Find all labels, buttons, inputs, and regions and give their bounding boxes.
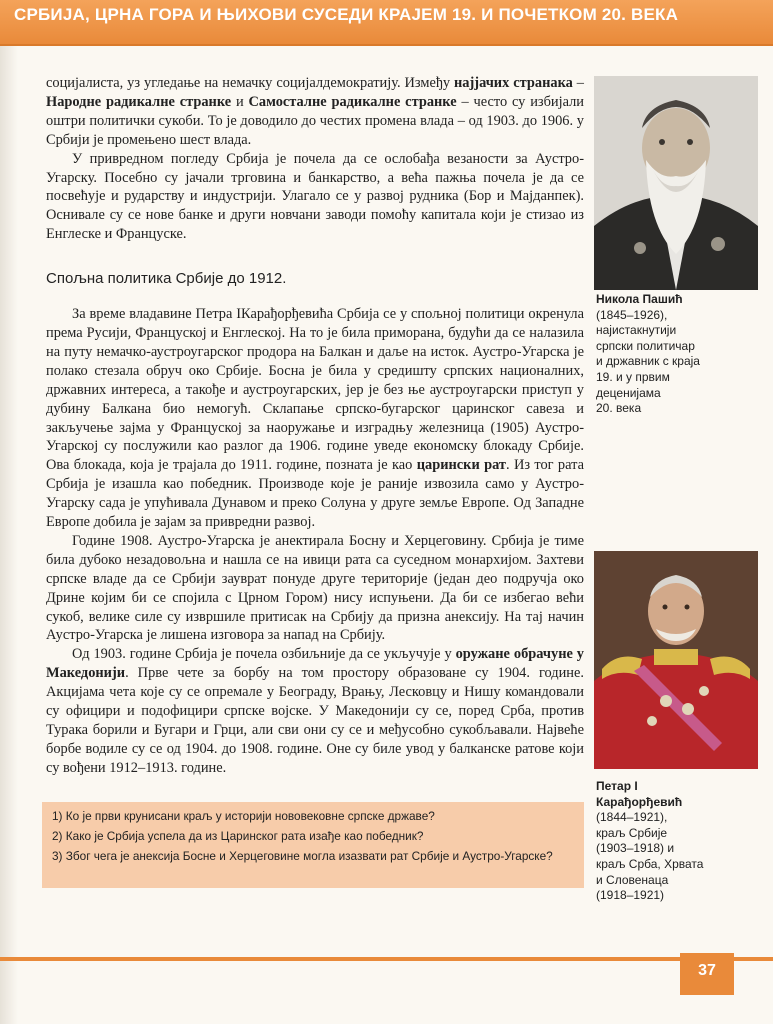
- paragraph-parties: [46, 74, 584, 150]
- question-item: 2) Како је Србија успела да из Царинског рата изађе као победник?: [52, 829, 424, 843]
- bold-term: оружане обрачуне у Македонији: [46, 646, 585, 682]
- section-heading: Спољна политика Србије до 1912.: [46, 270, 287, 288]
- page-number: 37: [680, 953, 734, 995]
- main-text-column: [46, 74, 584, 778]
- caption-line: краљ Срба, Хрвата: [596, 856, 704, 871]
- portrait-pasic-image: [594, 76, 758, 290]
- page-gutter-shadow: [0, 44, 18, 1024]
- caption-name: Карађорђевић: [596, 794, 683, 809]
- caption-line: 19. и у првим: [596, 369, 670, 384]
- text-span: Од 1903. године Србија је почела озбиљније да се укључује у: [72, 646, 456, 663]
- text-span: социјалиста, уз угледање на немачку социјалдемократију. Између: [46, 75, 454, 91]
- caption-line: (1845–1926),: [596, 307, 668, 322]
- caption-line: и Словенаца: [596, 872, 669, 887]
- text-span: . Прве чете за борбу на том простору образоване су 1904. године. Акцијама чета које су се опремале у Београду, Врању, Лесковцу и Нишу командовали су официри и подофицири српске војске. У Македонији су се, поред Срба, против Турака борили и Бугари и Грци, али сви они су се и међусобно сукобљавали. Највеће борбе водиле су се од 1904. до 1908. године. Оне су биле увод у балканске ратове који су вођени 1912–1913. године.: [46, 665, 584, 776]
- caption-line: најистакнутији: [596, 323, 677, 338]
- caption-line: и државник с краја: [596, 354, 700, 369]
- text-span: и: [231, 93, 249, 110]
- caption-line: (1903–1918) и: [596, 841, 675, 856]
- caption-line: деценијама: [596, 385, 661, 400]
- question-item: 1) Ко је први крунисани краљ у историји нововековне српске државе?: [52, 809, 435, 823]
- text-span: – често су избијали оштри политички сукоби. То је доводило до честих промена влада – од 1903. до 1906. у Србији је промењено шест влада.: [46, 93, 585, 148]
- caption-line: краљ Србије: [596, 825, 668, 840]
- text-span: –: [572, 75, 584, 91]
- caption-name: Никола Пашић: [596, 292, 683, 306]
- caption-line: (1844–1921),: [596, 810, 668, 825]
- paragraph-macedonia: [46, 645, 584, 777]
- caption-pasic: [596, 292, 766, 417]
- bold-term: најјачих странака: [454, 75, 573, 91]
- footer-rule: [0, 957, 773, 961]
- caption-line: српски политичар: [596, 338, 695, 353]
- chapter-title: СРБИЈА, ЦРНА ГОРА И ЊИХОВИ СУСЕДИ КРАЈЕМ 19. И ПОЧЕТКОМ 20. ВЕКА: [14, 5, 679, 24]
- text-span: За време владавине Петра IКарађорђевића Србија се у спољној политици окренула према Русији, Француској и Енглеској. На то је била приморана, будући да се налазила на путу немачко-аустроугарског продора на Балкан и даље на исток. Аустро-Угарска је полако стезала обруч око Србије. Босна је била у средишту српских националних, државних интереса, а такође и аустроугарских, јер је без ње аустроугарски приступ у дубину Балкана био немогућ. Склапање српско-бугарског царинског савеза и закључење зајма у Француској за наоружање и изградњу железница (1905) Аустро-Угарској су послужили као разлог да 1906. године уведе економску блокаду Србије. Ова блокада, која је трајала до 1911. године, позната је као: [46, 306, 584, 474]
- portrait-nikola-pasic: [594, 76, 758, 290]
- bold-term: царински рат: [416, 457, 506, 474]
- caption-name: Петар I: [596, 779, 638, 793]
- paragraph-economy: У привредном погледу Србија је почела да се ослобађа везаности за Аустро-Угарску. Посебно су јачали трговина и банкарство, а већа пажња почела је да се посвећује и рударству и индустрији. Улагало се у развој рудника (Бор и Мајданпек). Оснивале су се нове банке и други новчани заводи помоћу капитала који је стизао из Енглеске и Француске.: [46, 150, 584, 243]
- review-questions-box: [42, 802, 584, 888]
- paragraph-annexation: Године 1908. Аустро-Угарска је анектирала Босну и Херцеговину. Србија је тиме била дубоко незадовољна и нашла се на ивици рата са суседном монархијом. Захтеви српске владе да се Србији зауврат понуде друге територије (један део подручја око Дрине којим би се спојила с Црном Гором) нису испуњени. Да би се избегао већи сукоб, велике силе су извршиле притисак на Србију да призна анексију. На тај начин Аустро-Угарска је лишена изговора за напад на Србију.: [46, 532, 584, 644]
- portrait-petar-karadjordjevic: [594, 551, 758, 769]
- question-item: 3) Због чега је анексија Босне и Херцеговине могла изазвати рат Србије и Аустро-Угарске?: [52, 849, 553, 863]
- caption-line: (1918–1921): [596, 888, 665, 903]
- portrait-petar-image: [594, 551, 758, 769]
- caption-line: 20. века: [596, 401, 642, 416]
- bold-term: Самосталне радикалне странке: [248, 93, 457, 110]
- paragraph-foreign-policy: [46, 305, 584, 532]
- chapter-header-bar: [0, 0, 773, 46]
- caption-petar: [596, 779, 766, 904]
- text-span: . Из тог рата Србија је изашла као победник. Производе које је раније извозила само у Аустро-Угарску сада је упућивала Дунавом и преко Солуна у друге земље Европе. Од Западне Европе добила је зајам за привредни развој.: [46, 457, 584, 531]
- bold-term: Народне радикалне странке: [46, 93, 232, 110]
